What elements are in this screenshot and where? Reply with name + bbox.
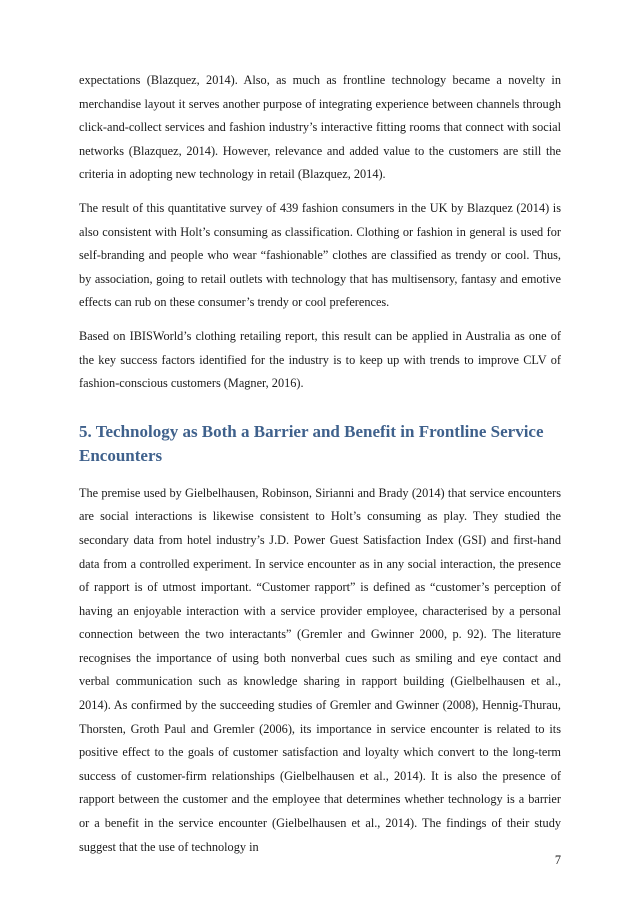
body-paragraph: The premise used by Gielbelhausen, Robinson, Sirianni and Brady (2014) that service encounters are social interactions is likewise consistent to Holt’s consuming as play. They studied the secondary data from hotel industry’s J.D. Power Guest Satisfaction Index (GSI) and first-hand data from a controlled experiment. In service encounter as in any social interaction, the presence of rapport is of utmost important. “Customer rapport” is defined as “customer’s perception of having an enjoyable interaction with a service provider employee, characterised by a personal connection between the two interactants” (Gremler and Gwinner 2000, p. 92). The literature recognises the importance of using both nonverbal cues such as smiling and eye contact and verbal communication such as knowledge sharing in rapport building (Gielbelhausen et al., 2014). As confirmed by the succeeding studies of Gremler and Gwinner (2008), Hennig-Thurau, Thorsten, Groth Paul and Gremler (2006), its importance in service encounter is related to its positive effect to the goals of customer satisfaction and loyalty which convert to the long-term success of customer-firm relationships (Gielbelhausen et al., 2014). It is also the presence of rapport between the customer and the employee that determines whether technology is a barrier or a benefit in the service encounter (Gielbelhausen et al., 2014). The findings of their study suggest that the use of technology in xyxy=(79,485,561,854)
body-paragraph: expectations (Blazquez, 2014). Also, as much as frontline technology became a novelty in merchandise layout it serves another purpose of integrating experience between channels through click-and-collect services and fashion industry’s interactive fitting rooms that connect with social networks (Blazquez, 2014). However, relevance and added value to the customers are still the criteria in adopting new technology in retail (Blazquez, 2014). xyxy=(79,73,561,182)
section-heading: 5. Technology as Both a Barrier and Benefit in Frontline Service Encounters xyxy=(79,421,544,465)
body-paragraph: The result of this quantitative survey of 439 fashion consumers in the UK by Blazquez (2014) is also consistent with Holt’s consuming as classification. Clothing or fashion in general is used for self-branding and people who wear “fashionable” clothes are classified as trendy or cool. Thus, by association, going to retail outlets with technology that has multisensory, fantasy and emotive effects can rub on these consumer’s trendy or cool preferences. xyxy=(79,200,561,310)
body-paragraph: Based on IBISWorld’s clothing retailing report, this result can be applied in Australia as one of the key success factors identified for the industry is to keep up with trends to improve CLV of fashion-conscious customers (Magner, 2016). xyxy=(79,328,561,391)
page-number: 7 xyxy=(554,853,561,867)
